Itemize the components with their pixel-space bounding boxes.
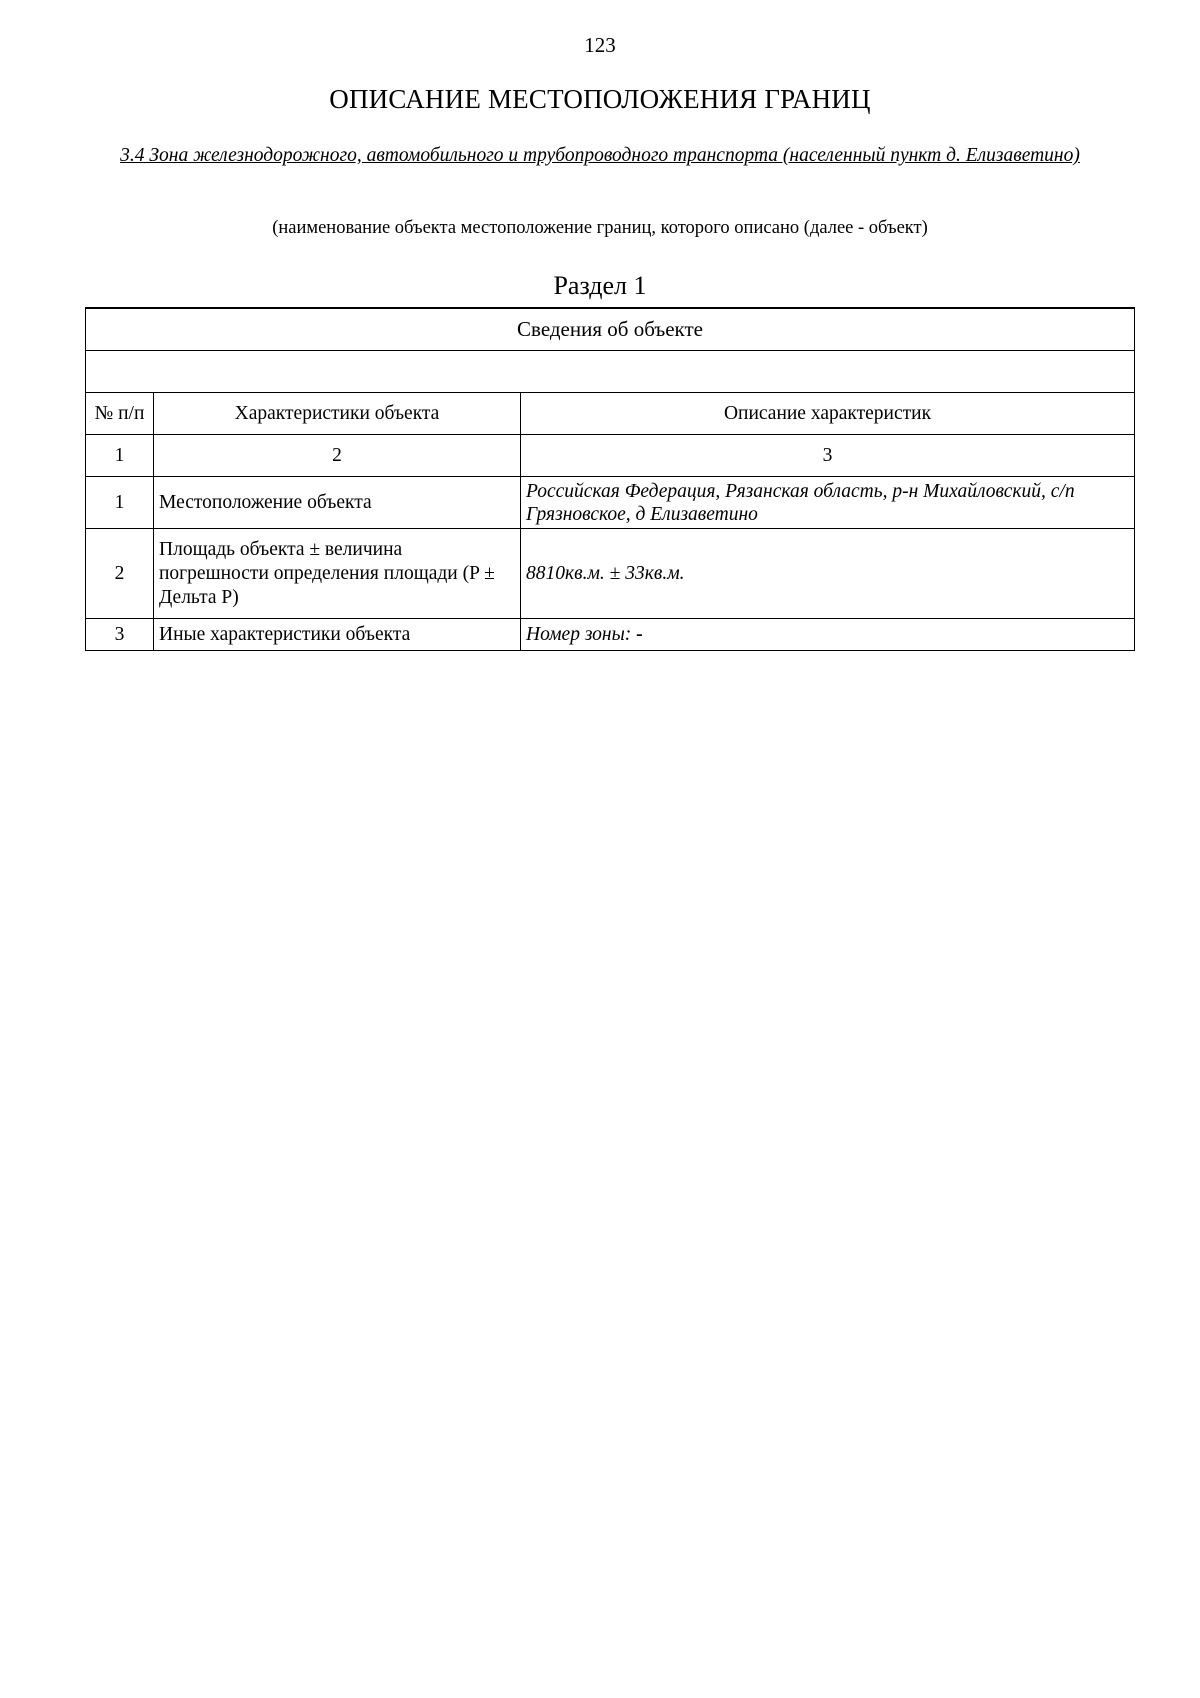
header-characteristic: Характеристики объекта [154,393,521,435]
table-empty-row [86,351,1135,393]
table-title-row [86,308,1135,351]
object-name: 3.4 Зона железнодорожного, автомобильного и трубопроводного транспорта (населенный пункт д. Елизаветино) [120,145,1080,166]
row-number: 2 [86,529,154,619]
row-number: 1 [86,477,154,529]
object-info-table [85,307,1135,651]
row-description: 8810кв.м. ± 33кв.м. [521,529,1135,619]
header-description: Описание характеристик [521,393,1135,435]
header-number: № п/п [86,393,154,435]
row-description: Российская Федерация, Рязанская область, р-н Михайловский, с/п Грязновское, д Елизаветино [521,477,1135,529]
section-heading: Раздел 1 [553,271,647,300]
zone-number-label: Номер зоны: [526,623,632,645]
column-number-2: 2 [154,435,521,477]
row-characteristic: Местоположение объекта [154,477,521,529]
table-row [86,529,1135,619]
row-characteristic: Площадь объекта ± величина погрешности определения площади (P ± Дельта P) [154,529,521,619]
row-characteristic: Иные характеристики объекта [154,619,521,651]
column-number-row [86,435,1135,477]
column-number-1: 1 [86,435,154,477]
table-title: Сведения об объекте [86,308,1135,351]
row-description [521,619,1135,651]
empty-cell [86,351,1135,393]
document-title: ОПИСАНИЕ МЕСТОПОЛОЖЕНИЯ ГРАНИЦ [329,84,871,114]
table-row [86,619,1135,651]
table-header-row [86,393,1135,435]
column-number-3: 3 [521,435,1135,477]
object-name-caption: (наименование объекта местоположение границ, которого описано (далее - объект) [272,218,928,238]
table-row [86,477,1135,529]
page-number: 123 [584,33,616,57]
row-number: 3 [86,619,154,651]
zone-number-value: - [636,623,643,645]
